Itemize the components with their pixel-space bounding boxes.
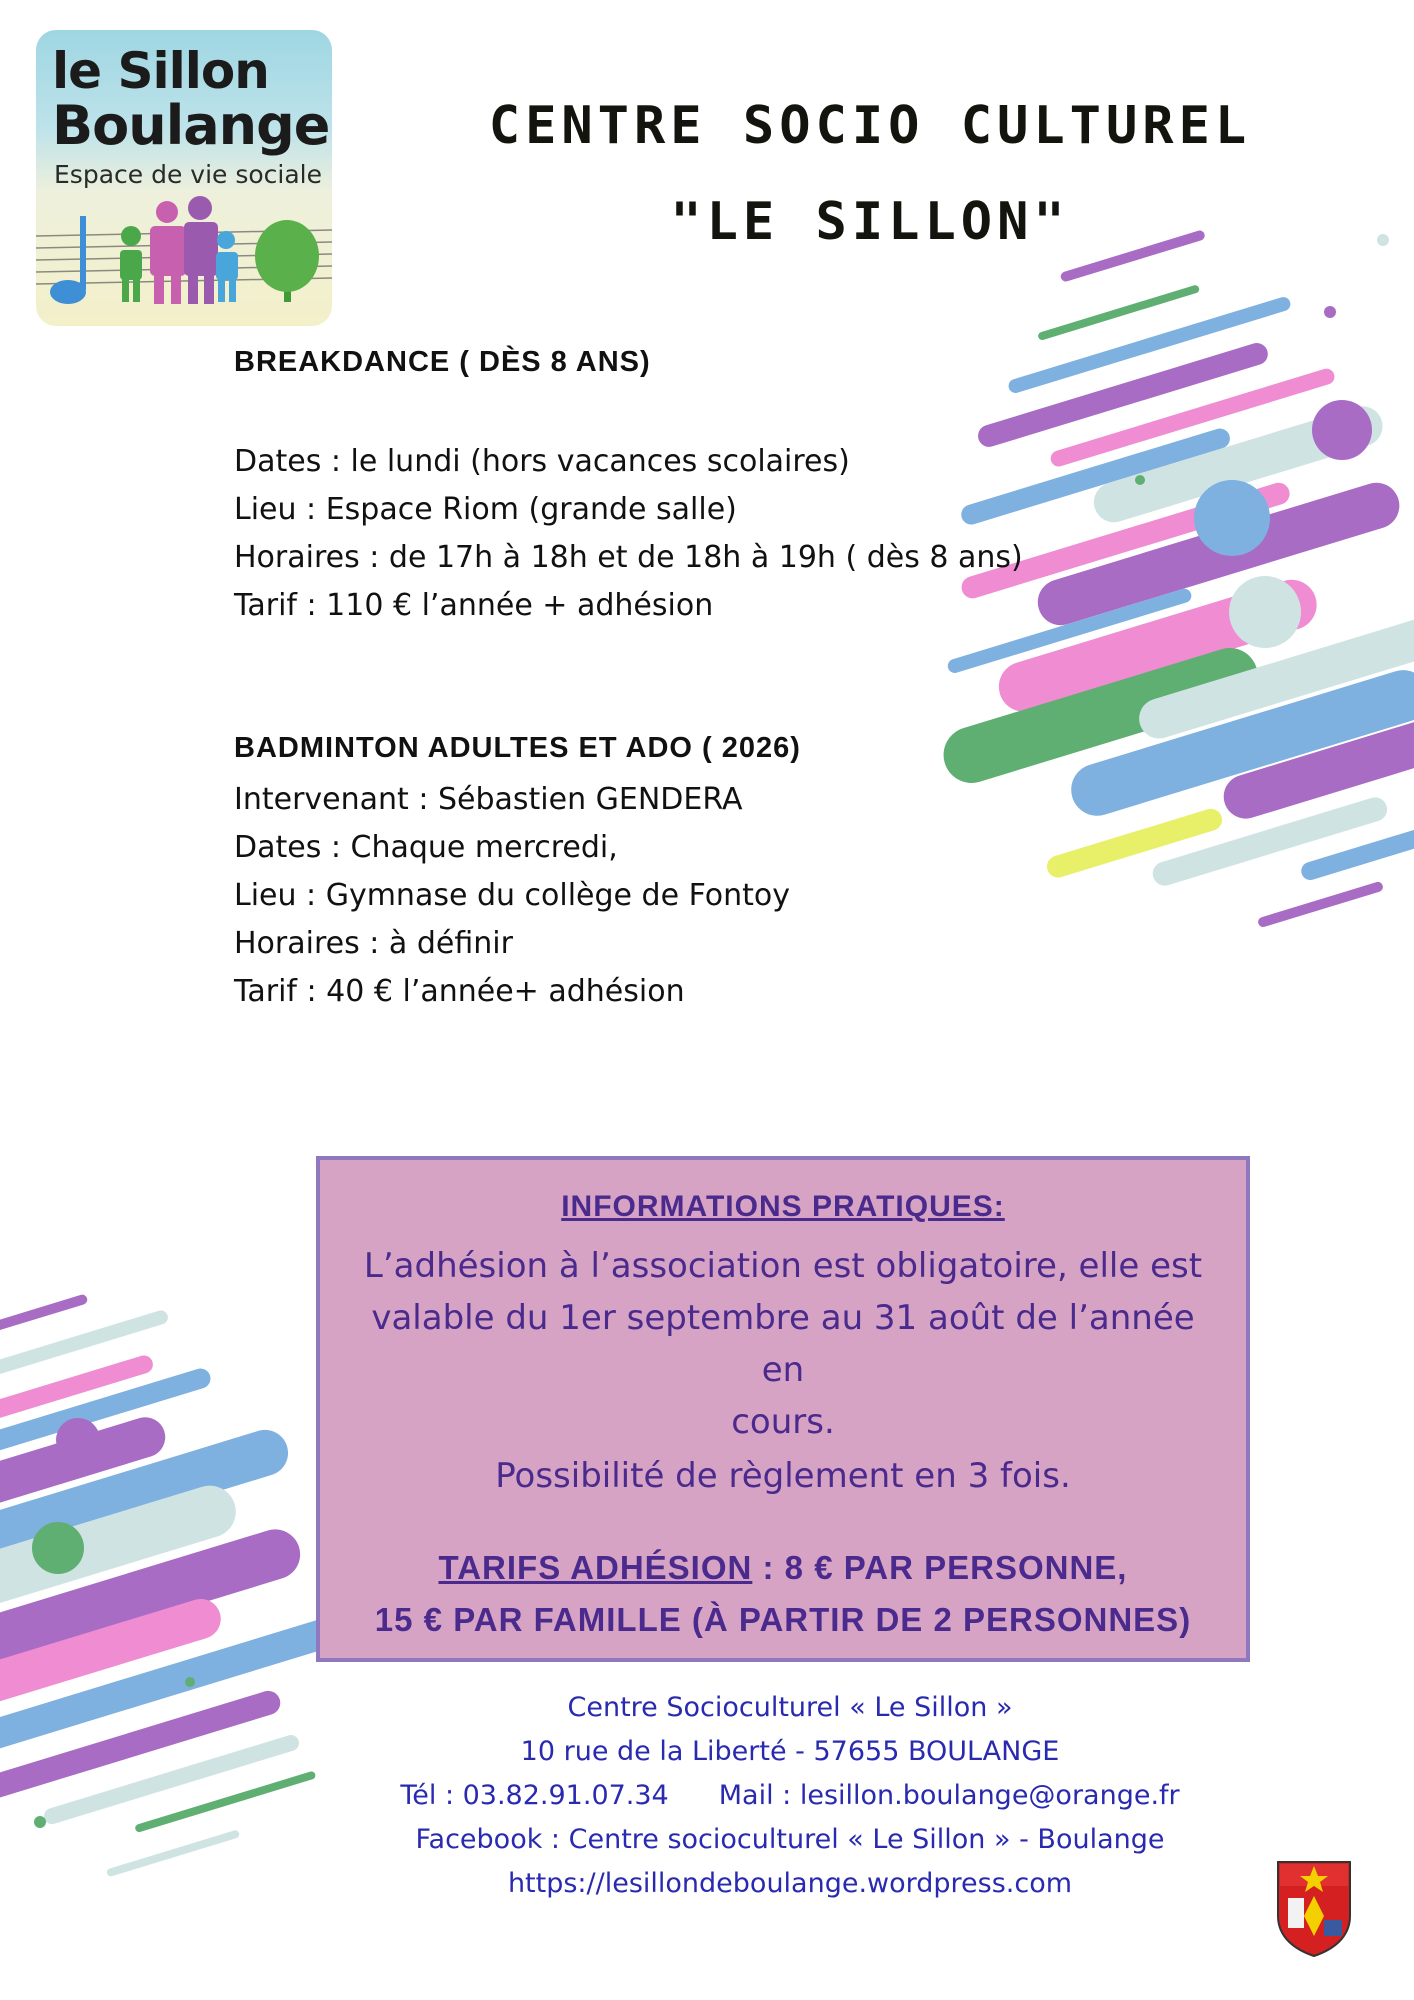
footer-phone[interactable]: Tél : 03.82.91.07.34 [400, 1780, 669, 1811]
badminton-section [234, 732, 1104, 765]
logo [36, 30, 332, 326]
info-line3: cours. [731, 1402, 835, 1442]
tree-icon [255, 220, 319, 302]
badminton-intervenant: Intervenant : Sébastien GENDERA [234, 782, 743, 817]
badminton-horaires: Horaires : à définir [234, 926, 513, 961]
breakdance-heading: BREAKDANCE ( DÈS 8 ANS) [234, 346, 651, 378]
badminton-details [234, 776, 1104, 1016]
breakdance-dates: Dates : le lundi (hors vacances scolaires) [234, 444, 850, 479]
breakdance-section [234, 346, 1104, 379]
logo-line1: le Sillon [52, 42, 269, 100]
info-heading: INFORMATIONS PRATIQUES: [561, 1190, 1005, 1223]
footer-contact [300, 1780, 1280, 1811]
badminton-lieu: Lieu : Gymnase du collège de Fontoy [234, 878, 791, 913]
page-title-line1: CENTRE SOCIO CULTUREL [488, 96, 1252, 156]
breakdance-horaires: Horaires : de 17h à 18h et de 18h à 19h ( dès 8 ans) [234, 540, 1023, 575]
logo-line2: Boulange [52, 94, 330, 157]
breakdance-lieu: Lieu : Espace Riom (grande salle) [234, 492, 737, 527]
footer-address: 10 rue de la Liberté - 57655 BOULANGE [520, 1736, 1060, 1767]
coat-of-arms-icon [1274, 1858, 1354, 1958]
info-box [316, 1156, 1250, 1662]
badminton-dates: Dates : Chaque mercredi, [234, 830, 618, 865]
logo-tagline: Espace de vie sociale [54, 160, 323, 189]
info-payment-text: Possibilité de règlement en 3 fois. [495, 1456, 1071, 1496]
tarifs-label: TARIFS ADHÉSION [438, 1549, 753, 1586]
tarifs-per-person: : 8 € PAR PERSONNE, [752, 1549, 1128, 1586]
info-tarifs [320, 1542, 1246, 1646]
footer-website-link[interactable]: https://lesillondeboulange.wordpress.com [507, 1868, 1073, 1899]
info-line2: valable du 1er septembre au 31 août de l’année en [371, 1298, 1195, 1390]
footer-name: Centre Socioculturel « Le Sillon » [567, 1692, 1013, 1723]
footer-email[interactable]: Mail : lesillon.boulange@orange.fr [718, 1780, 1180, 1811]
breakdance-tarif: Tarif : 110 € l’année + adhésion [234, 588, 714, 623]
tarifs-per-family: 15 € PAR FAMILLE (À PARTIR DE 2 PERSONNES) [374, 1601, 1192, 1638]
badminton-heading: BADMINTON ADULTES ET ADO ( 2026) [234, 732, 801, 764]
breakdance-details [234, 438, 1104, 630]
footer-facebook[interactable]: Facebook : Centre socioculturel « Le Sillon » - Boulange [415, 1824, 1165, 1855]
family-icon [120, 196, 238, 304]
info-line1: L’adhésion à l’association est obligatoire, elle est [363, 1246, 1203, 1286]
info-membership-text [350, 1240, 1216, 1448]
badminton-tarif: Tarif : 40 € l’année+ adhésion [234, 974, 685, 1009]
page-title-line2: "LE SILLON" [670, 192, 1070, 252]
